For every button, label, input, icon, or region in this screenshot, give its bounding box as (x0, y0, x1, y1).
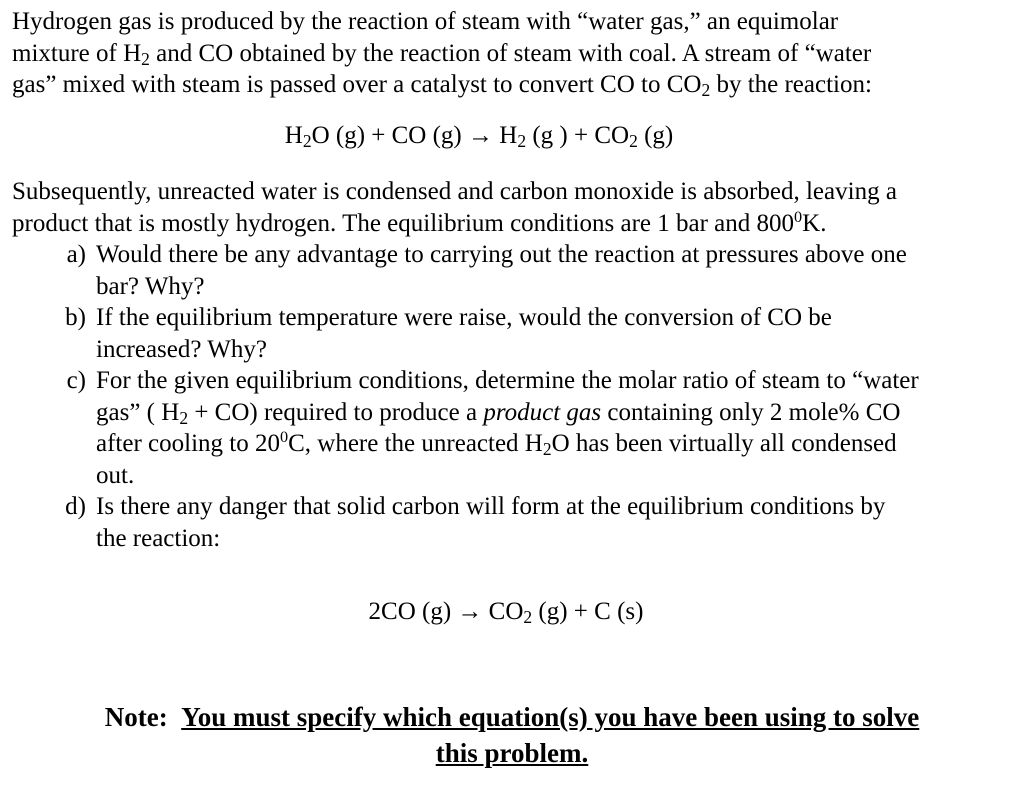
question-marker: d) (65, 493, 86, 520)
question-marker: b) (65, 304, 86, 331)
question-text: For the given equilibrium conditions, determine the molar ratio of steam to “water gas” ( $H_2 + CO$) required to produce a product gas containing only 2 mole% CO after cooling to $20^0C$, where the unreacted $H_2O$ has been virtually all condensed out. (96, 367, 919, 489)
question-text: Is there any danger that solid carbon will form at the equilibrium conditions by the reaction: (96, 493, 886, 552)
question-c (12, 365, 1012, 491)
conditions-line-2: product that is mostly hydrogen. The equilibrium conditions are 1 bar and $800^0K$. (12, 207, 827, 237)
note-label: Note: (104, 701, 168, 732)
intro-line-1: Hydrogen gas is produced by the reaction of steam with “water gas,” an equimolar (12, 8, 839, 35)
document (12, 6, 1012, 771)
note-text-line-1: You must specify which equation(s) you have been using to solve (181, 701, 920, 732)
intro-line-3: gas” mixed with steam is passed over a catalyst to convert CO to $CO_2$ by the reaction: (12, 71, 872, 100)
question-list (12, 239, 1012, 554)
intro-paragraph (12, 6, 1012, 101)
question-marker: a) (66, 241, 86, 268)
question-text: Would there be any advantage to carrying out the reaction at pressures above one bar? Why? (96, 241, 907, 300)
question-d (12, 491, 1012, 554)
conditions-paragraph (12, 176, 1012, 239)
conditions-line-1: Subsequently, unreacted water is condensed and carbon monoxide is absorbed, leaving a (12, 178, 897, 205)
question-marker: c) (66, 367, 86, 394)
question-b (12, 302, 1012, 365)
question-text: If the equilibrium temperature were raise, would the conversion of CO be increased? Why? (96, 304, 832, 363)
question-a (12, 239, 1012, 302)
note-text-line-2: this problem. (435, 737, 589, 768)
equation-water-gas-shift: $H_2O$ (g) + CO $(g) \to H_2$ (g ) + $CO_2$ (g) (284, 121, 674, 151)
note-block (12, 699, 1012, 771)
intro-line-2: mixture of $H_2$ and CO obtained by the reaction of steam with coal. A stream of “water (12, 39, 872, 69)
equation-boudouard: 2CO $(g) \to CO_2$ (g) + C (s) (368, 598, 644, 627)
